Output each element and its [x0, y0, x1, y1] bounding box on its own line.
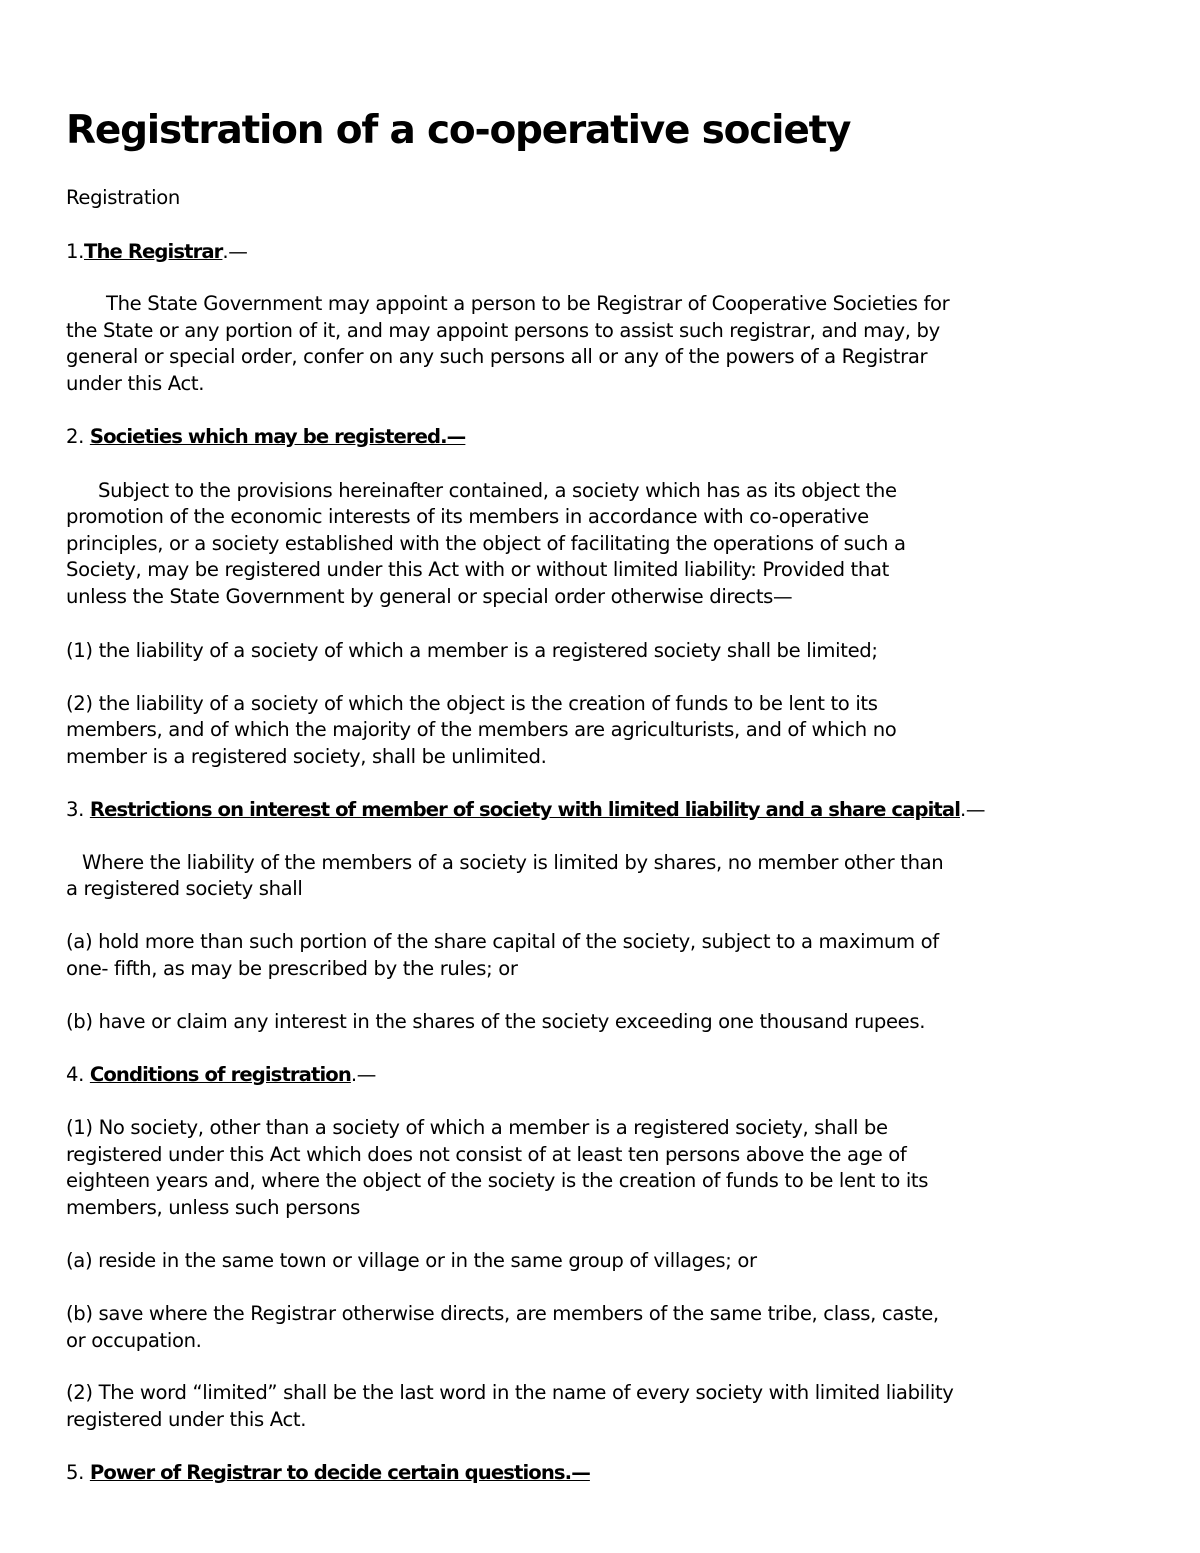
section-title: Restrictions on interest of member of society with limited liability and a share capital	[89, 798, 961, 821]
section-title: Conditions of registration	[89, 1063, 351, 1086]
paragraph-line: unless the State Government by general or special order otherwise directs—	[66, 585, 793, 608]
section-dash: .—	[222, 240, 248, 263]
clause-line: (a) reside in the same town or village or in the same group of villages; or	[66, 1249, 757, 1272]
paragraph-line: general or special order, confer on any such persons all or any of the powers of a Registrar	[66, 345, 928, 368]
clause-line: (2) The word “limited” shall be the last word in the name of every society with limited liability	[66, 1381, 954, 1404]
section-number: 1.	[66, 240, 84, 263]
paragraph-line: the State or any portion of it, and may appoint persons to assist such registrar, and may, by	[66, 319, 940, 342]
clause-line: registered under this Act.	[66, 1408, 307, 1431]
section-dash: .—	[350, 1063, 377, 1086]
paragraph-line: Where the liability of the members of a society is limited by shares, no member other than	[82, 851, 944, 874]
section-group-label: Registration	[66, 186, 180, 209]
paragraph-line: under this Act.	[66, 372, 205, 395]
section-5-heading	[66, 1459, 590, 1486]
paragraph-line: a registered society shall	[66, 877, 303, 900]
paragraph-line: The State Government may appoint a person to be Registrar of Cooperative Societies for	[106, 292, 950, 315]
clause-line: eighteen years and, where the object of the society is the creation of funds to be lent to its	[66, 1169, 929, 1192]
section-number: 5.	[66, 1461, 90, 1484]
section-title: The Registrar	[84, 240, 223, 263]
section-number: 3.	[66, 798, 90, 821]
paragraph-line: Subject to the provisions hereinafter contained, a society which has as its object the	[98, 479, 897, 502]
section-2-heading	[66, 423, 465, 450]
section-title: Societies which may be registered.—	[89, 425, 466, 448]
clause-line: (b) have or claim any interest in the shares of the society exceeding one thousand rupees.	[66, 1010, 926, 1033]
section-title: Power of Registrar to decide certain questions.—	[89, 1461, 590, 1484]
page-title: Registration of a co-operative society	[66, 108, 851, 153]
paragraph-line: principles, or a society established with the object of facilitating the operations of such a	[66, 532, 906, 555]
clause-line: members, unless such persons	[66, 1196, 361, 1219]
section-4-heading	[66, 1061, 376, 1088]
clause-line: (1) the liability of a society of which a member is a registered society shall be limited;	[66, 639, 878, 662]
section-3-heading	[66, 796, 985, 823]
paragraph-line: promotion of the economic interests of its members in accordance with co-operative	[66, 505, 869, 528]
clause-line: or occupation.	[66, 1329, 202, 1352]
section-number: 4.	[66, 1063, 90, 1086]
clause-line: (1) No society, other than a society of which a member is a registered society, shall be	[66, 1116, 888, 1139]
clause-line: (a) hold more than such portion of the share capital of the society, subject to a maximum of	[66, 930, 939, 953]
clause-line: members, and of which the majority of the members are agriculturists, and of which no	[66, 718, 897, 741]
clause-line: member is a registered society, shall be unlimited.	[66, 745, 547, 768]
section-dash: .—	[960, 798, 986, 821]
section-number: 2.	[66, 425, 90, 448]
paragraph-line: Society, may be registered under this Act with or without limited liability: Provided that	[66, 558, 889, 581]
clause-line: registered under this Act which does not consist of at least ten persons above the age of	[66, 1143, 907, 1166]
section-1-heading	[66, 238, 248, 265]
clause-line: (2) the liability of a society of which the object is the creation of funds to be lent to its	[66, 692, 878, 715]
clause-line: (b) save where the Registrar otherwise directs, are members of the same tribe, class, caste,	[66, 1302, 939, 1325]
clause-line: one- fifth, as may be prescribed by the rules; or	[66, 957, 518, 980]
